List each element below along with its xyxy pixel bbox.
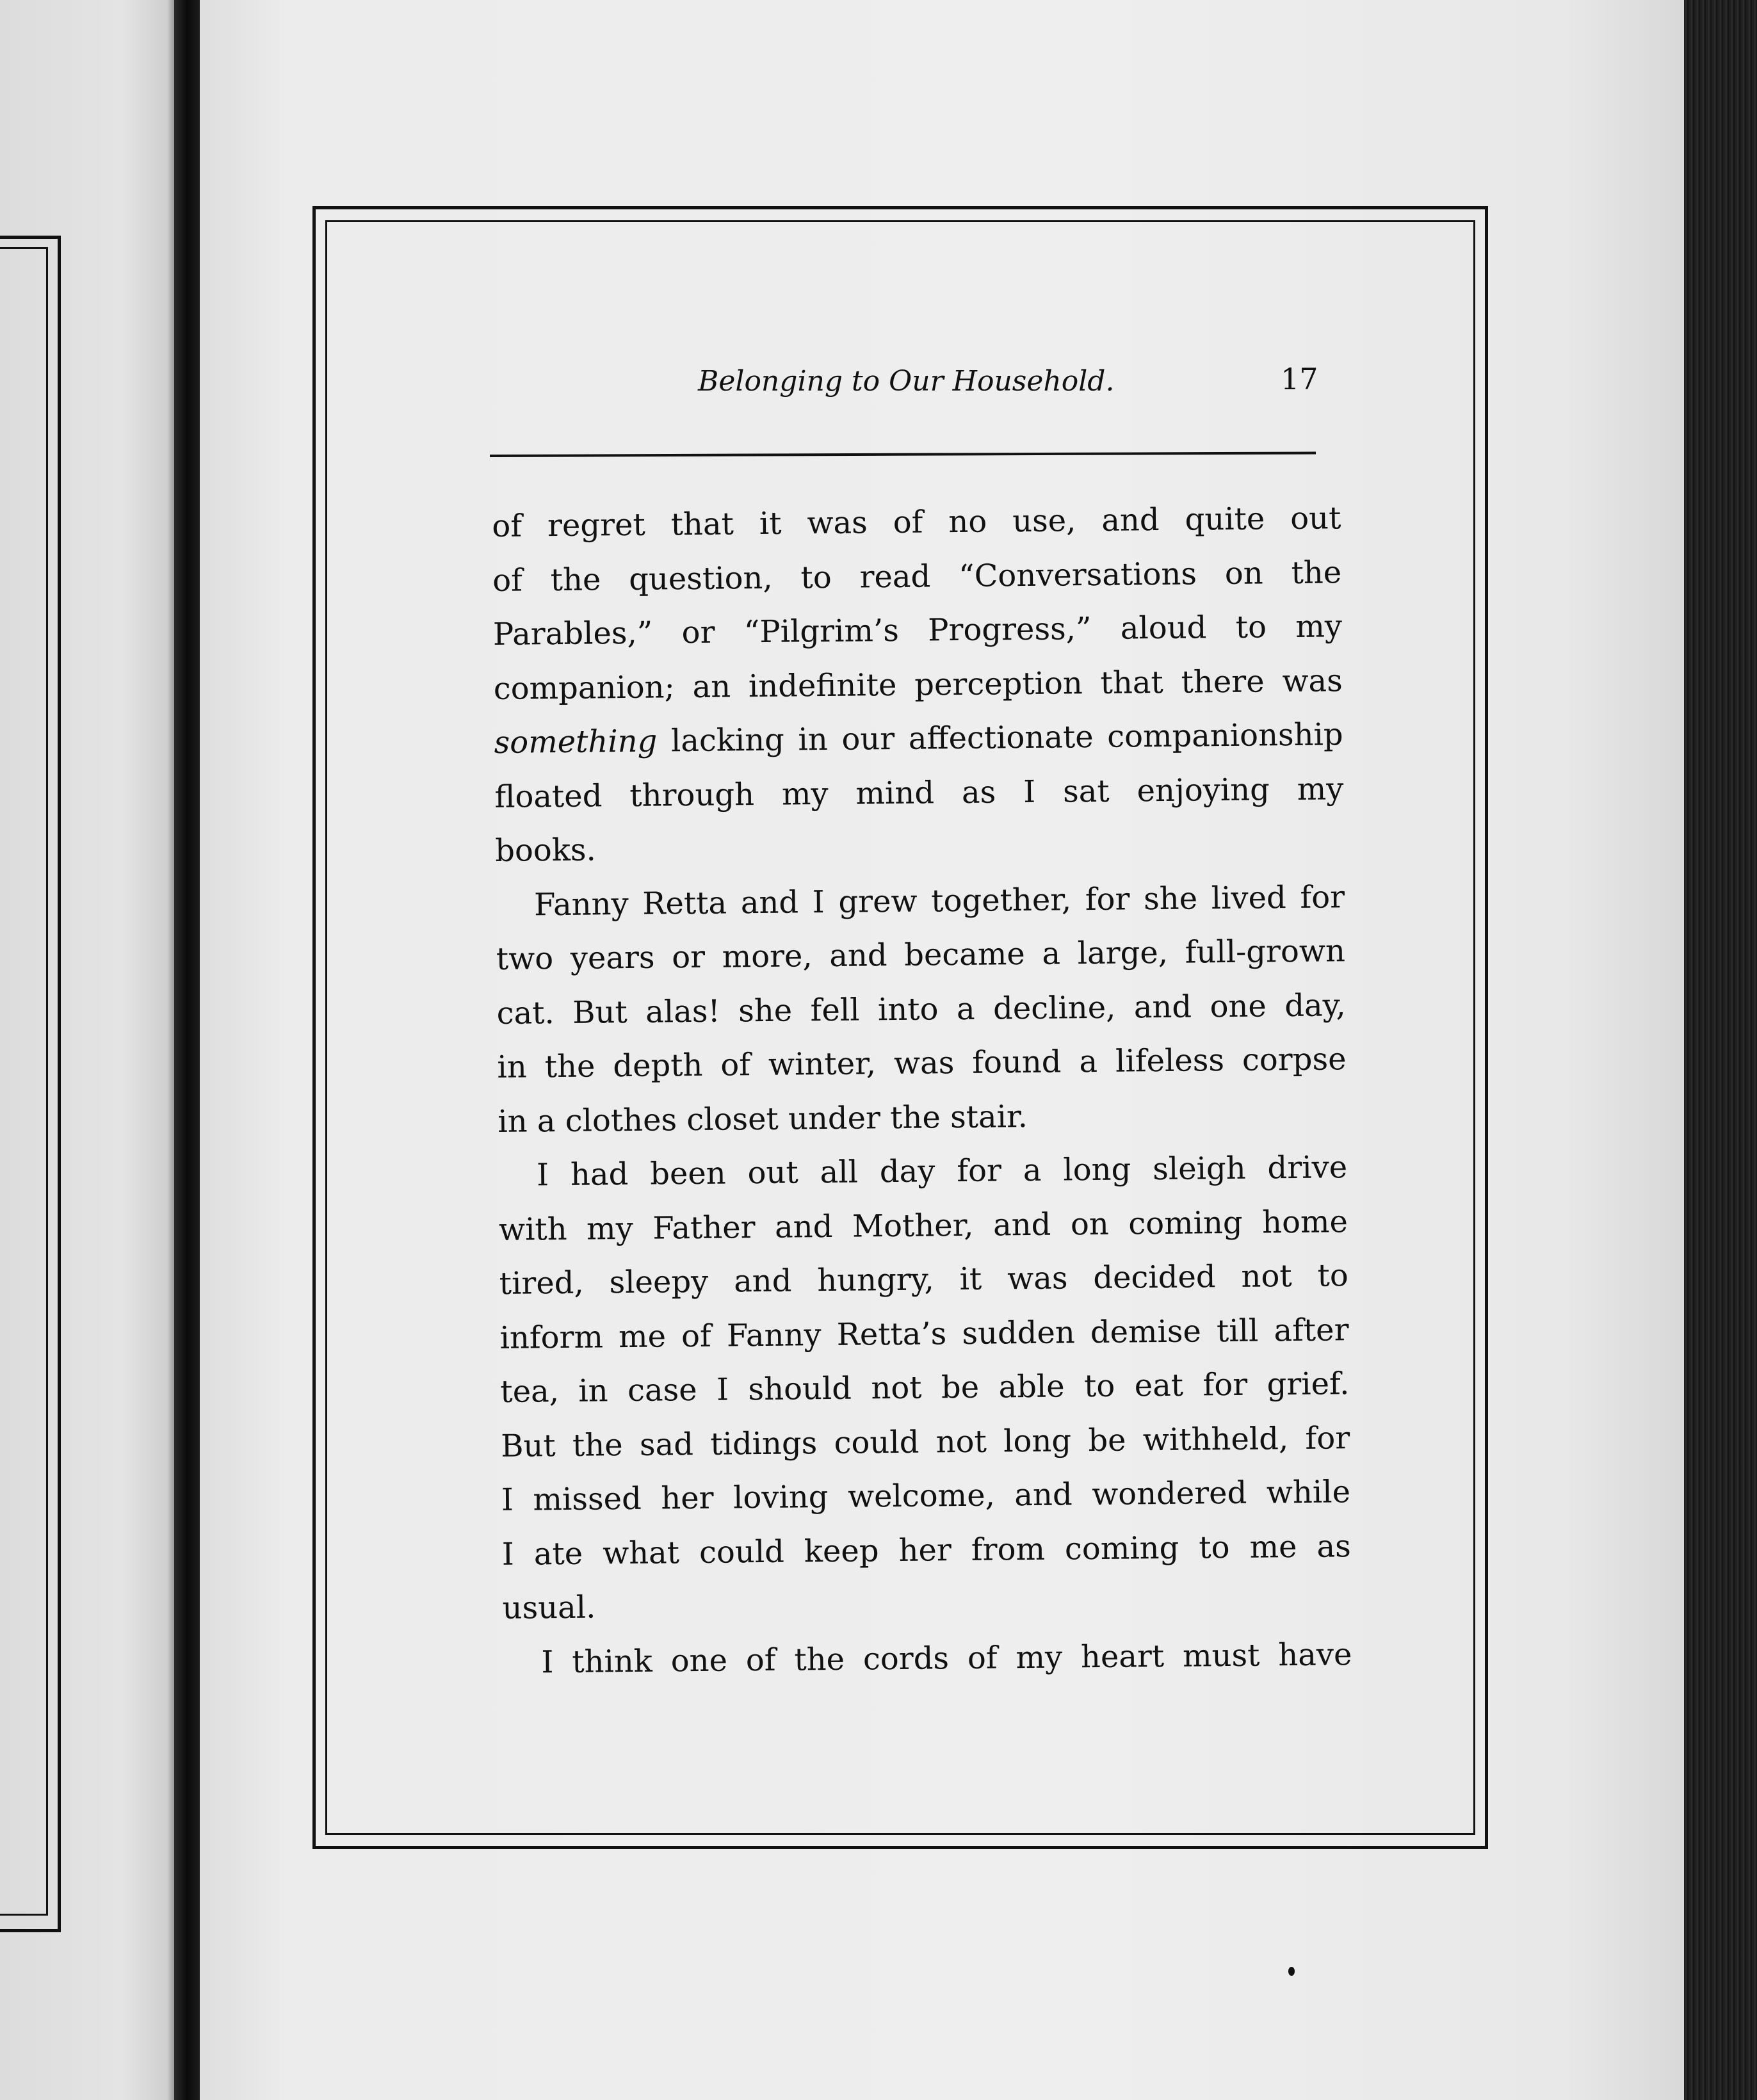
text-segment: inform me of Fanny Retta’s sudden demise till after bbox=[499, 1311, 1349, 1356]
text-line bbox=[499, 1195, 1348, 1257]
text-segment: companion; an indefinite perception that there was bbox=[493, 662, 1343, 707]
text-line bbox=[494, 762, 1344, 824]
text-line bbox=[502, 1573, 1352, 1635]
text-line bbox=[496, 924, 1345, 986]
page-number: 17 bbox=[1281, 362, 1318, 396]
text-line bbox=[499, 1303, 1349, 1365]
text-segment: in a clothes closet under the stair. bbox=[498, 1098, 1028, 1140]
previous-page-frame-inner bbox=[0, 247, 48, 1916]
text-line bbox=[497, 1032, 1347, 1094]
text-line bbox=[492, 545, 1342, 608]
text-line bbox=[500, 1357, 1350, 1419]
text-segment: tired, sleepy and hungry, it was decided not to bbox=[499, 1257, 1348, 1302]
text-line bbox=[499, 1248, 1348, 1311]
body-text bbox=[492, 491, 1352, 1690]
text-segment: lacking in our affectionate companionship bbox=[657, 716, 1343, 759]
text-line bbox=[503, 1628, 1352, 1690]
text-line bbox=[498, 1086, 1347, 1149]
text-segment: of regret that it was of no use, and quite out bbox=[492, 500, 1341, 544]
text-segment: I ate what could keep her from coming to me as bbox=[501, 1528, 1352, 1572]
text-segment: I had been out all day for a long sleigh drive bbox=[536, 1149, 1348, 1193]
text-segment: in the depth of winter, was found a lifeless corpse bbox=[497, 1041, 1347, 1085]
text-line bbox=[501, 1519, 1351, 1581]
text-segment: cat. But alas! she fell into a decline, and one day, bbox=[496, 987, 1346, 1031]
text-segment: But the sad tidings could not long be withheld, for bbox=[500, 1419, 1350, 1464]
page-stack-edge bbox=[1684, 0, 1757, 2100]
text-segment: Parables,” or “Pilgrim’s Progress,” aloud to my bbox=[492, 608, 1343, 652]
text-segment: two years or more, and became a large, full-grown bbox=[496, 933, 1346, 977]
text-line bbox=[493, 654, 1343, 716]
text-line bbox=[494, 707, 1343, 770]
text-segment: usual. bbox=[502, 1589, 596, 1626]
text-line bbox=[492, 491, 1341, 553]
text-segment: Fanny Retta and I grew together, for she lived for bbox=[533, 878, 1345, 923]
text-segment: books. bbox=[495, 832, 597, 869]
text-segment: I think one of the cords of my heart must have bbox=[541, 1636, 1352, 1680]
text-line bbox=[493, 599, 1343, 661]
text-line bbox=[495, 816, 1345, 878]
text-segment: floated through my mind as I sat enjoying my bbox=[494, 770, 1344, 815]
text-segment: with my Father and Mother, and on coming home bbox=[498, 1203, 1348, 1248]
ink-speck bbox=[1288, 1967, 1295, 1976]
text-segment: of the question, to read “Conversations on the bbox=[492, 554, 1342, 599]
text-line bbox=[501, 1411, 1350, 1473]
text-line bbox=[501, 1465, 1351, 1527]
text-segment: I missed her loving welcome, and wondered while bbox=[501, 1474, 1351, 1518]
text-segment: tea, in case I should not be able to eat for grief. bbox=[500, 1366, 1350, 1410]
previous-page-edge bbox=[0, 0, 174, 2100]
running-head: Belonging to Our Household. bbox=[698, 365, 1115, 398]
text-line bbox=[496, 978, 1346, 1040]
italic-text: something bbox=[494, 723, 658, 761]
text-line bbox=[496, 870, 1345, 932]
text-line bbox=[498, 1140, 1348, 1202]
book-gutter bbox=[174, 0, 200, 2100]
